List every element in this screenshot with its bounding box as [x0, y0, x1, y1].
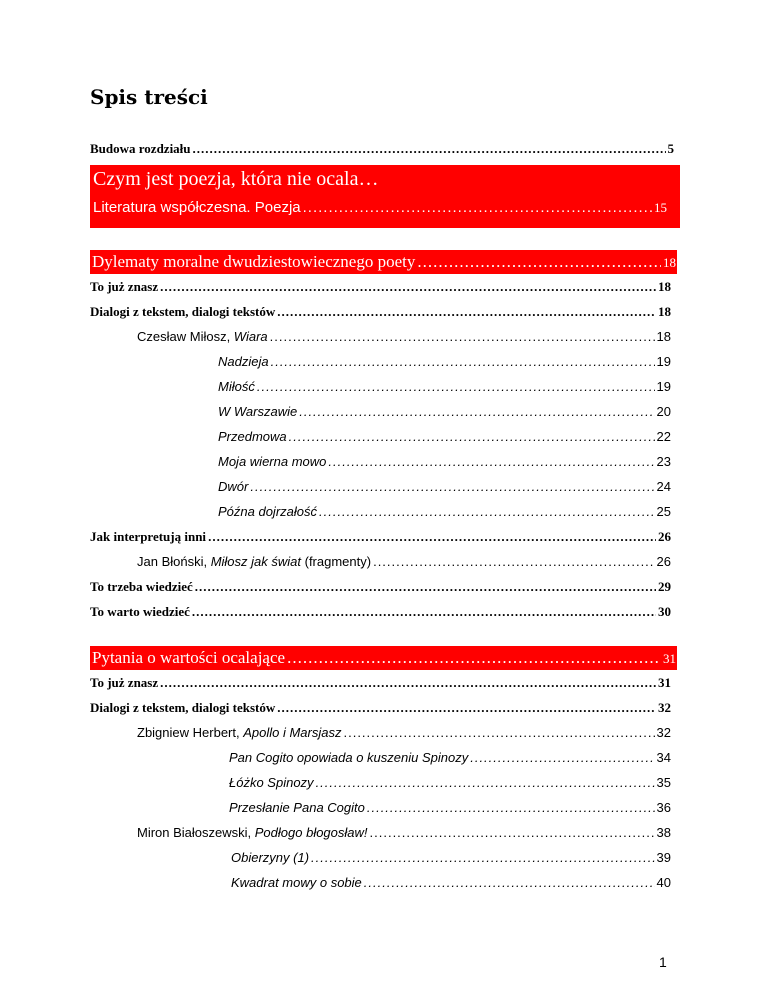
toc-chapter-dylematy[interactable] — [92, 252, 676, 272]
toc-entry-nadzieja[interactable] — [218, 354, 671, 374]
toc-entry-przeslanie[interactable] — [229, 800, 671, 820]
toc-entry-label: Jak interpretują inni — [90, 529, 207, 544]
toc-entry-to-juz-znasz[interactable] — [90, 279, 671, 299]
toc-page-number: 25 — [656, 504, 671, 519]
toc-page-number: 19 — [656, 354, 671, 369]
toc-entry-label: Literatura współczesna. Poezja — [93, 199, 301, 216]
toc-entry-wiara[interactable] — [137, 329, 671, 349]
toc-entry-literatura[interactable] — [93, 199, 667, 219]
work-title: Moja wierna mowo — [218, 454, 327, 469]
leader-dots — [328, 454, 654, 469]
toc-entry-to-juz-znasz-2[interactable] — [90, 675, 671, 695]
toc-entry-jak-interpretuja[interactable] — [90, 529, 671, 549]
work-title: Łóżko Spinozy — [229, 775, 314, 790]
toc-entry-w-warszawie[interactable] — [218, 404, 671, 424]
toc-page-number: 18 — [663, 255, 676, 270]
leader-dots — [299, 404, 654, 419]
leader-dots — [289, 429, 655, 444]
toc-entry-pan-cogito-spinoza[interactable] — [229, 750, 671, 770]
toc-entry-label: Dialogi z tekstem, dialogi tekstów — [90, 700, 276, 715]
work-title: Pan Cogito opowiada o kuszeniu Spinozy — [229, 750, 469, 765]
leader-dots — [319, 504, 655, 519]
leader-dots — [303, 199, 652, 216]
toc-page-number: 18 — [656, 329, 671, 344]
leader-dots — [470, 750, 654, 765]
leader-dots — [277, 700, 656, 716]
toc-entry-label: To już znasz — [90, 675, 159, 690]
toc-entry-apollo[interactable] — [137, 725, 671, 745]
work-title: Miłość — [218, 379, 255, 394]
toc-entry-label: Dialogi z tekstem, dialogi tekstów — [90, 304, 276, 319]
toc-entry-blonski[interactable] — [137, 554, 671, 574]
toc-page-number: 32 — [658, 700, 671, 715]
work-title: Podłogo błogosław! — [254, 825, 368, 840]
toc-entry-label: Pytania o wartości ocalające — [92, 648, 286, 667]
toc-page-number: 38 — [656, 825, 671, 840]
toc-entry-to-warto-wiedziec[interactable] — [90, 604, 671, 624]
toc-entry-label — [137, 329, 268, 344]
toc-page-number: 39 — [656, 850, 671, 865]
leader-dots — [195, 579, 656, 595]
part-title[interactable] — [93, 168, 378, 194]
toc-page-number: 18 — [658, 279, 671, 294]
toc-page-number: 26 — [658, 529, 671, 544]
toc-entry-kwadrat-mowy[interactable] — [231, 875, 671, 895]
toc-entry-lozko-spinozy[interactable] — [229, 775, 671, 795]
toc-entry-przedmowa[interactable] — [218, 429, 671, 449]
toc-page-number: 32 — [656, 725, 671, 740]
part-title-text: Czym jest poezja, która nie ocala… — [93, 168, 379, 190]
toc-entry-label: To warto wiedzieć — [90, 604, 190, 619]
toc-page-number: 31 — [663, 651, 676, 666]
toc-chapter-pytania[interactable] — [92, 648, 676, 668]
toc-page-number: 15 — [654, 200, 667, 215]
toc-page-number: 20 — [656, 404, 671, 419]
leader-dots — [250, 479, 654, 494]
leader-dots — [271, 354, 655, 369]
toc-entry-pozna-dojrzalosc[interactable] — [218, 504, 671, 524]
leader-dots — [287, 648, 661, 668]
page-number: 1 — [659, 954, 667, 970]
leader-dots — [316, 775, 655, 790]
toc-page-number: 26 — [656, 554, 671, 569]
toc-entry-moja-wierna-mowo[interactable] — [218, 454, 671, 474]
toc-page-number: 40 — [656, 875, 671, 890]
work-title: Dwór — [218, 479, 249, 494]
toc-page-number: 23 — [656, 454, 671, 469]
leader-dots — [373, 554, 654, 569]
toc-page-number: 22 — [656, 429, 671, 444]
toc-entry-label: To już znasz — [90, 279, 159, 294]
leader-dots — [208, 529, 656, 545]
toc-page-number: 36 — [656, 800, 671, 815]
work-title: Miłosz jak świat — [210, 554, 301, 569]
work-title: Późna dojrzałość — [218, 504, 317, 519]
toc-page-number: 30 — [658, 604, 671, 619]
toc-entry-podlogo[interactable] — [137, 825, 671, 845]
work-note: (fragmenty) — [301, 554, 372, 569]
toc-entry-label: To trzeba wiedzieć — [90, 579, 193, 594]
leader-dots — [277, 304, 656, 320]
toc-entry-label — [137, 825, 368, 840]
toc-page-number: 35 — [656, 775, 671, 790]
toc-entry-dialogi-2[interactable] — [90, 700, 671, 720]
toc-entry-label — [137, 725, 341, 740]
toc-page-number: 18 — [658, 304, 671, 319]
toc-entry-milosc[interactable] — [218, 379, 671, 399]
author-name: Miron Białoszewski, — [137, 825, 255, 840]
toc-entry-dialogi[interactable] — [90, 304, 671, 324]
work-title: Przedmowa — [218, 429, 287, 444]
toc-entry-dwor[interactable] — [218, 479, 671, 499]
page-title: Spis treści — [90, 85, 208, 109]
work-title: W Warszawie — [218, 404, 298, 419]
work-title: Wiara — [233, 329, 268, 344]
author-name: Czesław Miłosz, — [137, 329, 234, 344]
leader-dots — [367, 800, 655, 815]
leader-dots — [364, 875, 655, 890]
work-title: Apollo i Marsjasz — [243, 725, 342, 740]
toc-entry-to-trzeba-wiedziec[interactable] — [90, 579, 671, 599]
toc-entry-label: Budowa rozdziału — [90, 141, 191, 156]
toc-page-number: 5 — [667, 141, 674, 156]
leader-dots — [370, 825, 655, 840]
leader-dots — [257, 379, 655, 394]
toc-entry-budowa[interactable] — [90, 141, 674, 161]
work-title: Obierzyny (1) — [231, 850, 310, 865]
toc-entry-obierzyny[interactable] — [231, 850, 671, 870]
leader-dots — [311, 850, 655, 865]
leader-dots — [193, 141, 666, 157]
toc-entry-label: Dylematy moralne dwudziestowiecznego poety — [92, 252, 416, 271]
toc-page-number: 29 — [658, 579, 671, 594]
toc-page-number: 19 — [656, 379, 671, 394]
work-title: Przesłanie Pana Cogito — [229, 800, 365, 815]
author-name: Zbigniew Herbert, — [137, 725, 244, 740]
toc-page-number: 34 — [656, 750, 671, 765]
leader-dots — [417, 252, 661, 272]
work-title: Nadzieja — [218, 354, 269, 369]
toc-page-number: 24 — [656, 479, 671, 494]
leader-dots — [192, 604, 656, 620]
leader-dots — [270, 329, 655, 344]
author-name: Jan Błoński, — [137, 554, 211, 569]
toc-entry-label — [137, 554, 371, 569]
toc-page-number: 31 — [658, 675, 671, 690]
work-title: Kwadrat mowy o sobie — [231, 875, 362, 890]
leader-dots — [160, 675, 656, 691]
leader-dots — [160, 279, 656, 295]
leader-dots — [343, 725, 654, 740]
